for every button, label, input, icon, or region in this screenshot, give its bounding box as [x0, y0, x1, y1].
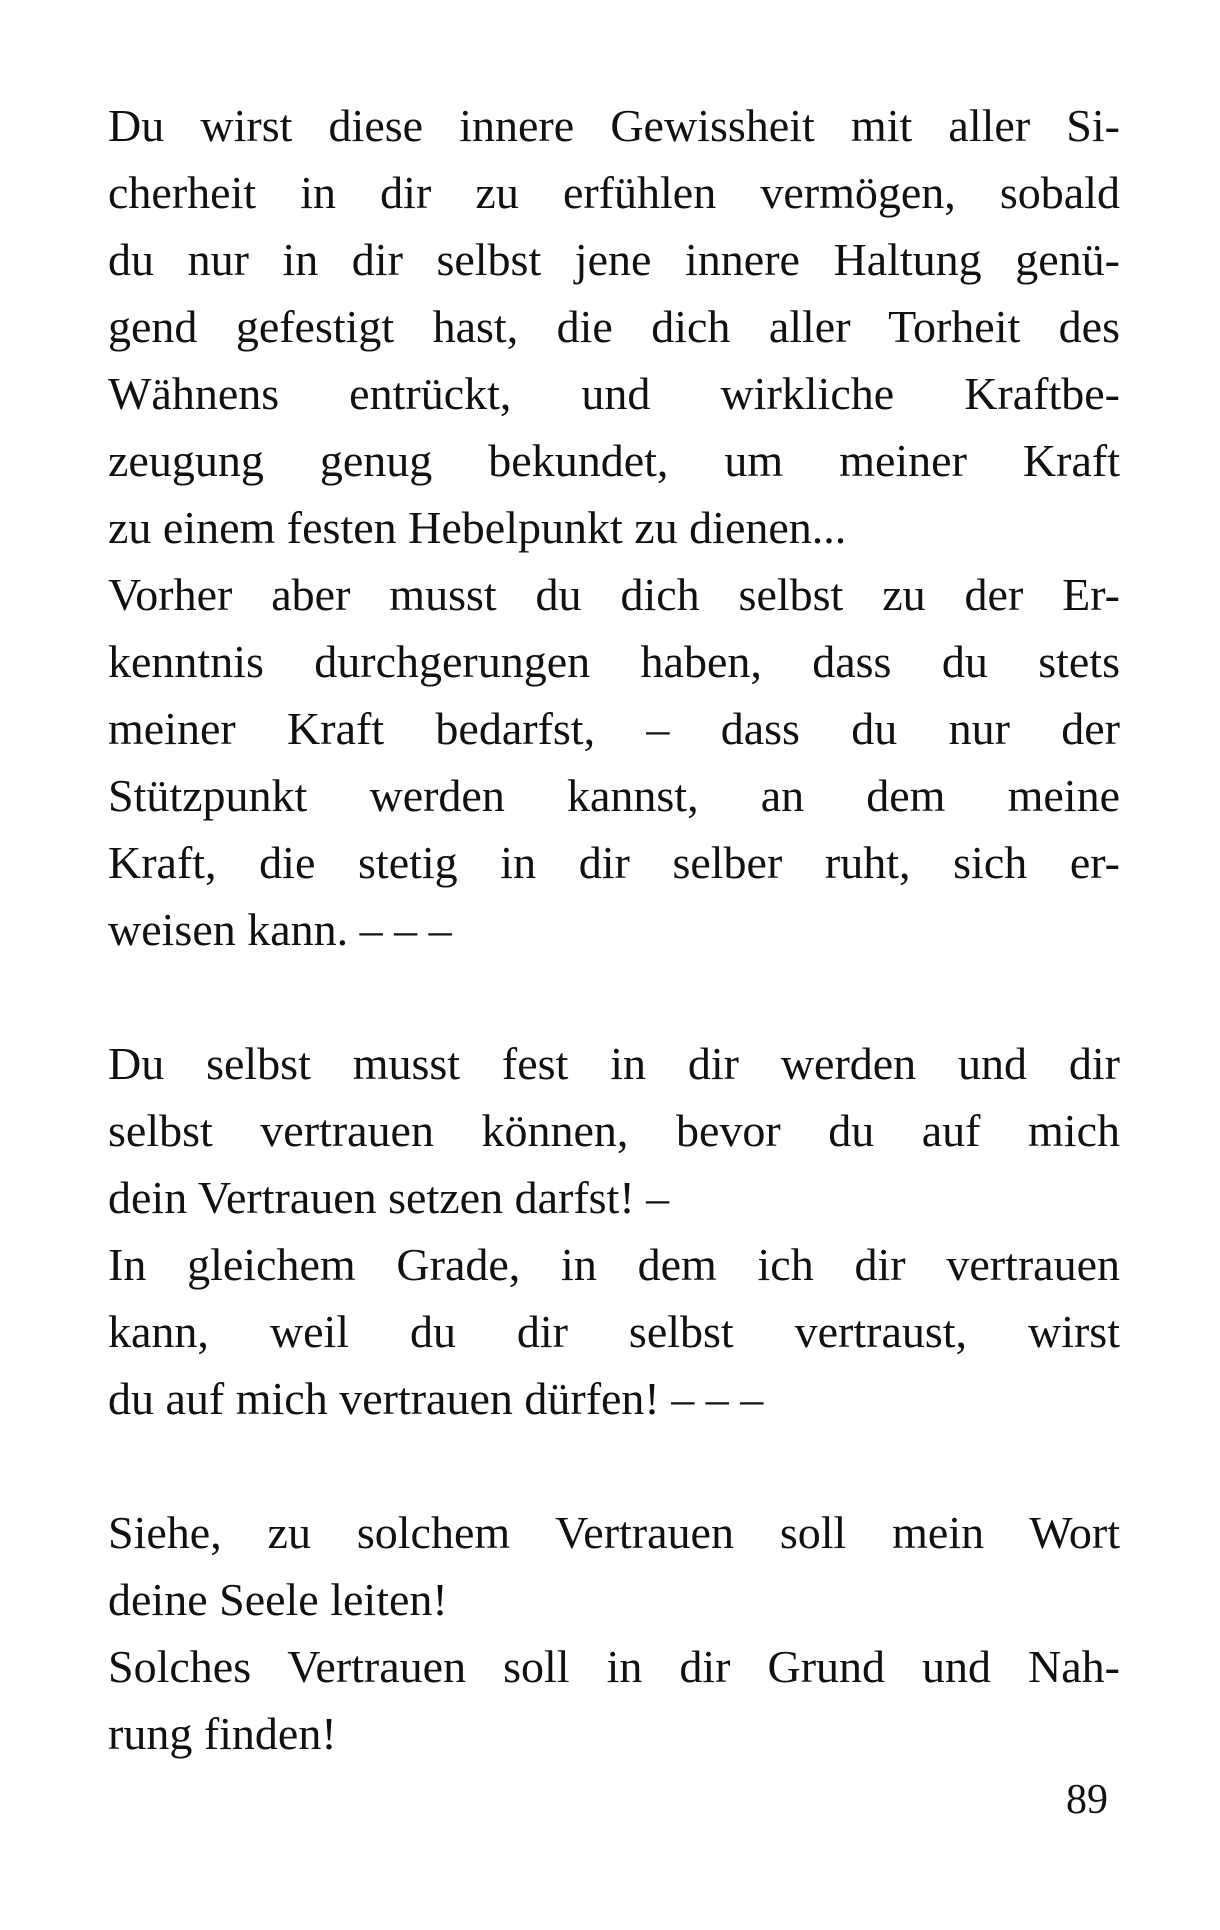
text-line: selbst vertrauen können, bevor du auf mich: [108, 1105, 1120, 1156]
text-line: Du wirst diese innere Gewissheit mit aller Si-: [108, 100, 1120, 151]
paragraph-5: [108, 1499, 1120, 1633]
paragraph-1: [108, 92, 1120, 561]
text-line: cherheit in dir zu erfühlen vermögen, sobald: [108, 167, 1120, 218]
text-line: deine Seele leiten!: [108, 1574, 448, 1625]
text-line: du nur in dir selbst jene innere Haltung genü-: [108, 234, 1120, 285]
text-line: du auf mich vertrauen dürfen! – – –: [108, 1373, 764, 1424]
text-line: In gleichem Grade, in dem ich dir vertrauen: [108, 1239, 1120, 1290]
paragraph-3: [108, 1030, 1120, 1231]
paragraph-spacer: [108, 963, 1120, 1030]
text-line: Stützpunkt werden kannst, an dem meine: [108, 770, 1120, 821]
text-line: gend gefestigt hast, die dich aller Torheit des: [108, 301, 1120, 352]
text-line: weisen kann. – – –: [108, 904, 452, 955]
paragraph-spacer: [108, 1432, 1120, 1499]
text-line: Siehe, zu solchem Vertrauen soll mein Wort: [108, 1507, 1120, 1558]
text-line: Solches Vertrauen soll in dir Grund und Nah-: [108, 1641, 1120, 1692]
text-line: Du selbst musst fest in dir werden und dir: [108, 1038, 1120, 1089]
text-line: kenntnis durchgerungen haben, dass du stets: [108, 636, 1120, 687]
text-line: Wähnens entrückt, und wirkliche Kraftbe-: [108, 368, 1120, 419]
paragraph-6: [108, 1633, 1120, 1767]
text-line: meiner Kraft bedarfst, – dass du nur der: [108, 703, 1120, 754]
paragraph-4: [108, 1231, 1120, 1432]
text-line: zu einem festen Hebelpunkt zu dienen...: [108, 502, 847, 553]
text-line: dein Vertrauen setzen darfst! –: [108, 1172, 670, 1223]
text-line: kann, weil du dir selbst vertraust, wirst: [108, 1306, 1120, 1357]
text-line: rung finden!: [108, 1708, 337, 1759]
page-body: [108, 92, 1120, 1767]
text-line: Kraft, die stetig in dir selber ruht, sich er-: [108, 837, 1120, 888]
paragraph-2: [108, 561, 1120, 963]
text-line: zeugung genug bekundet, um meiner Kraft: [108, 435, 1120, 486]
page-number: 89: [1066, 1777, 1108, 1823]
text-line: Vorher aber musst du dich selbst zu der Er-: [108, 569, 1120, 620]
